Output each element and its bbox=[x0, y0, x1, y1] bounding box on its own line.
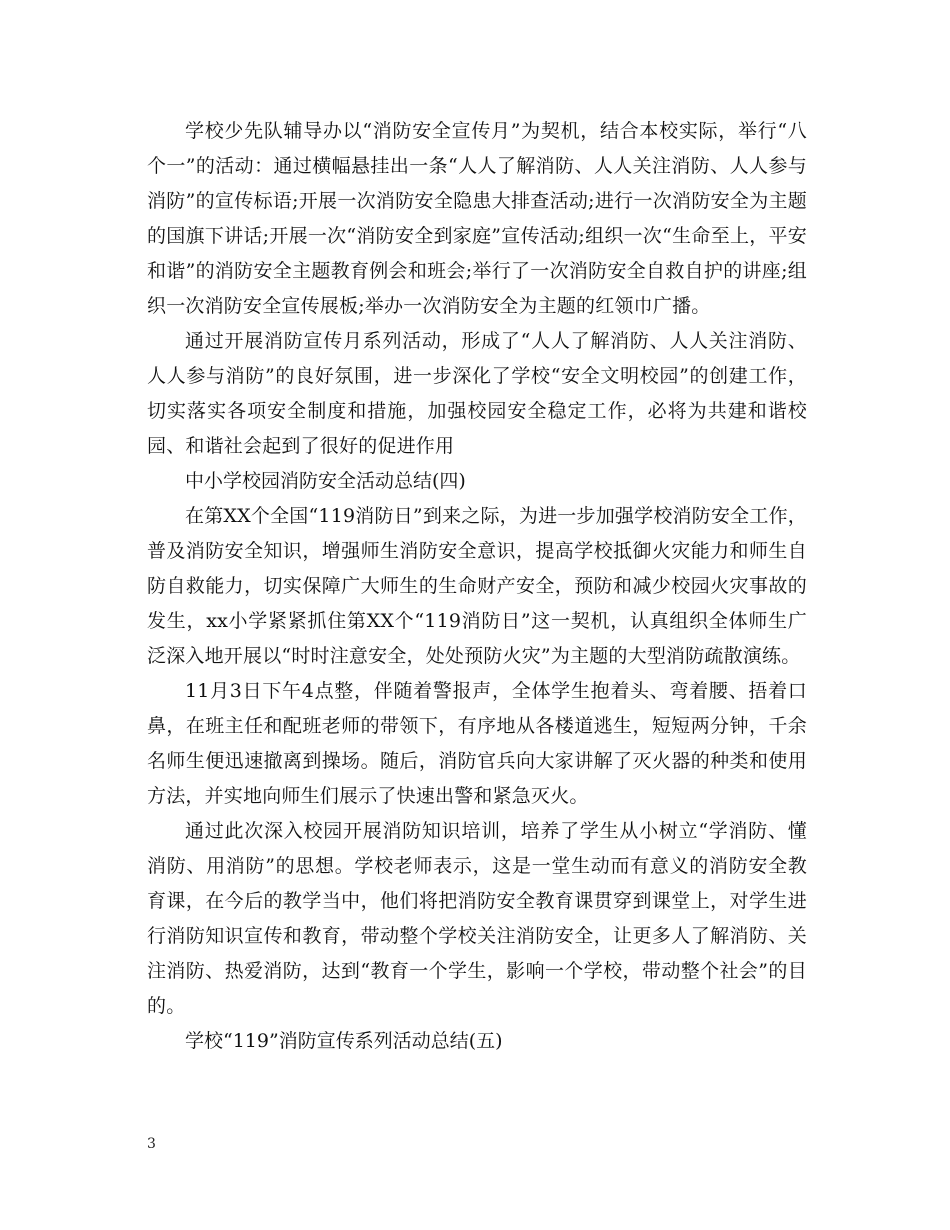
document-body bbox=[147, 114, 807, 1059]
paragraph-drill-intro: 在第XX个全国“119消防日”到来之际，为进一步加强学校消防安全工作，普及消防安全知识，增强师生消防安全意识，提高学校抵御火灾能力和师生自防自救能力，切实保障广大师生的生命财产安全，预防和减少校园火灾事故的发生，xx小学紧紧抓住第XX个“119消防日”这一契机，认真组织全体师生广泛深入地开展以“时时注意安全，处处预防火灾”为主题的大型消防疏散演练。 bbox=[147, 505, 807, 667]
page-number: 3 bbox=[147, 1136, 156, 1152]
section-heading-five: 学校“119”消防宣传系列活动总结(五) bbox=[185, 1030, 503, 1052]
paragraph-activities: 学校少先队辅导办以“消防安全宣传月”为契机，结合本校实际，举行“八个一”的活动：通过横幅悬挂出一条“人人了解消防、人人关注消防、人人参与消防”的宣传标语;开展一次消防安全隐患大排查活动;进行一次消防安全为主题的国旗下讲话;开展一次“消防安全到家庭”宣传活动;组织一次“生命至上，平安和谐”的消防安全主题教育例会和班会;举行了一次消防安全自救自护的讲座;组织一次消防安全宣传展板;举办一次消防安全为主题的红领巾广播。 bbox=[147, 120, 807, 317]
paragraph-training-result: 通过此次深入校园开展消防知识培训，培养了学生从小树立“学消防、懂消防、用消防”的思想。学校老师表示，这是一堂生动而有意义的消防安全教育课，在今后的教学当中，他们将把消防安全教育课贯穿到课堂上，对学生进行消防知识宣传和教育，带动整个学校关注消防安全，让更多人了解消防、关注消防、热爱消防，达到“教育一个学生，影响一个学校，带动整个社会”的目的。 bbox=[147, 820, 807, 1017]
paragraph-drill-process: 11月3日下午4点整，伴随着警报声，全体学生抱着头、弯着腰、捂着口鼻，在班主任和配班老师的带领下，有序地从各楼道逃生，短短两分钟，千余名师生便迅速撤离到操场。随后，消防官兵向大家讲解了灭火器的种类和使用方法，并实地向师生们展示了快速出警和紧急灭火。 bbox=[147, 680, 807, 807]
section-heading-four: 中小学校园消防安全活动总结(四) bbox=[185, 470, 466, 492]
paragraph-outcome: 通过开展消防宣传月系列活动，形成了“人人了解消防、人人关注消防、人人参与消防”的良好氛围，进一步深化了学校“安全文明校园”的创建工作，切实落实各项安全制度和措施，加强校园安全稳定工作，必将为共建和谐校园、和谐社会起到了很好的促进作用 bbox=[147, 330, 807, 457]
